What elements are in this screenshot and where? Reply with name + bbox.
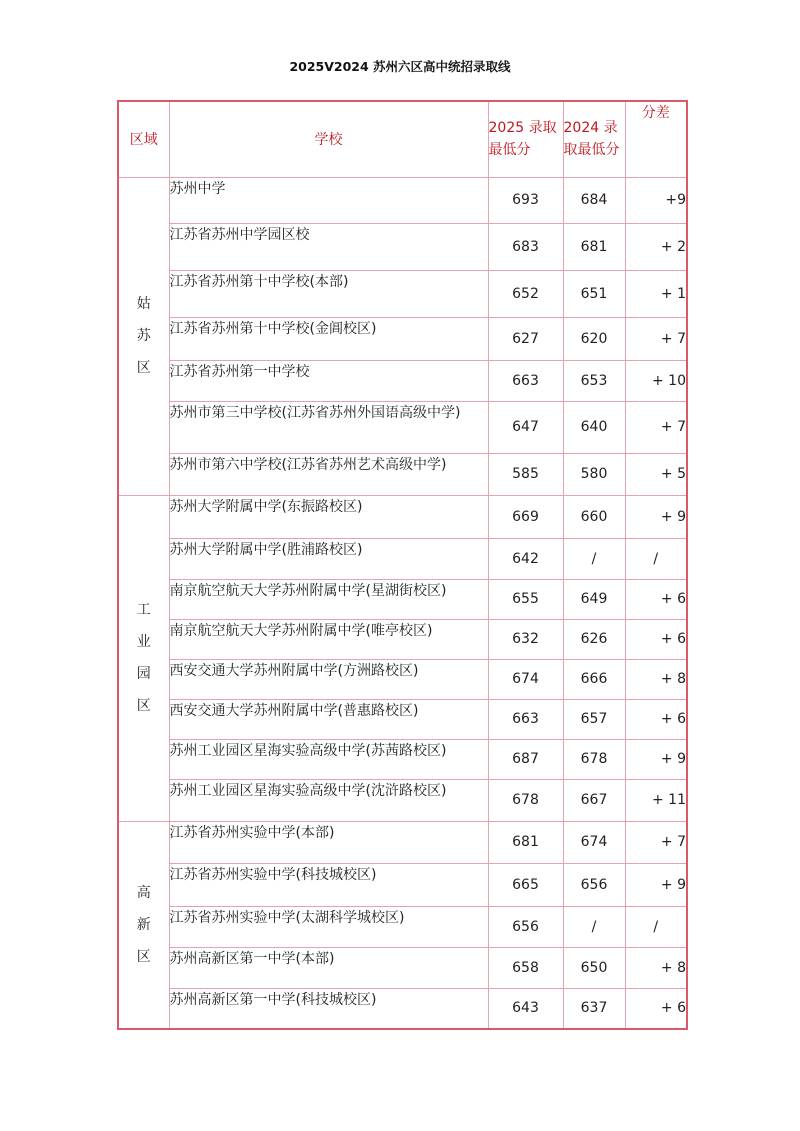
- header-school: 学校: [169, 101, 488, 177]
- table-row: [118, 177, 687, 223]
- score-2025: 674: [488, 659, 563, 699]
- region-cell: [118, 177, 169, 495]
- score-2024: 684: [563, 177, 625, 223]
- score-diff: /: [625, 538, 687, 579]
- score-2025: 663: [488, 699, 563, 739]
- score-2025: 585: [488, 453, 563, 495]
- score-2024: 656: [563, 863, 625, 906]
- region-cell: [118, 495, 169, 821]
- school-name: 苏州工业园区星海实验高级中学(苏茜路校区): [169, 739, 488, 779]
- score-2024: 651: [563, 270, 625, 317]
- school-name: 江苏省苏州实验中学(太湖科学城校区): [169, 906, 488, 947]
- score-diff: + 7: [625, 821, 687, 863]
- score-2024: 666: [563, 659, 625, 699]
- table-row: [118, 579, 687, 619]
- score-2025: 683: [488, 223, 563, 270]
- school-name: 苏州中学: [169, 177, 488, 223]
- table-row: [118, 988, 687, 1029]
- region-label: 姑苏区: [136, 296, 151, 376]
- score-2025: 627: [488, 317, 563, 360]
- score-2025: 693: [488, 177, 563, 223]
- score-2025: 647: [488, 401, 563, 453]
- score-diff: + 7: [625, 401, 687, 453]
- score-2025: 655: [488, 579, 563, 619]
- score-2025: 656: [488, 906, 563, 947]
- score-2024: 640: [563, 401, 625, 453]
- table-row: [118, 779, 687, 821]
- score-2024: 637: [563, 988, 625, 1029]
- school-name: 苏州大学附属中学(东振路校区): [169, 495, 488, 538]
- header-region: 区域: [118, 101, 169, 177]
- score-diff: /: [625, 906, 687, 947]
- school-name: 苏州工业园区星海实验高级中学(沈浒路校区): [169, 779, 488, 821]
- school-name: 江苏省苏州实验中学(科技城校区): [169, 863, 488, 906]
- header-row: [118, 101, 687, 177]
- score-2025: 658: [488, 947, 563, 988]
- table-row: [118, 863, 687, 906]
- header-diff: 分差: [625, 101, 687, 177]
- score-diff: + 11: [625, 779, 687, 821]
- score-2025: 665: [488, 863, 563, 906]
- table-row: [118, 223, 687, 270]
- score-2024: 678: [563, 739, 625, 779]
- table-row: [118, 699, 687, 739]
- score-2024: 650: [563, 947, 625, 988]
- table-row: [118, 401, 687, 453]
- document-title: 2025V2024 苏州六区高中统招录取线: [289, 59, 511, 74]
- school-name: 苏州高新区第一中学(本部): [169, 947, 488, 988]
- region-cell: [118, 821, 169, 1029]
- score-2024: 649: [563, 579, 625, 619]
- score-2024: 653: [563, 360, 625, 401]
- score-2025: 678: [488, 779, 563, 821]
- table-row: [118, 360, 687, 401]
- score-diff: + 9: [625, 863, 687, 906]
- score-diff: + 2: [625, 223, 687, 270]
- score-2025: 663: [488, 360, 563, 401]
- score-diff: + 10: [625, 360, 687, 401]
- school-name: 苏州大学附属中学(胜浦路校区): [169, 538, 488, 579]
- region-label: 工业园区: [136, 602, 151, 714]
- score-2025: 669: [488, 495, 563, 538]
- score-diff: + 8: [625, 947, 687, 988]
- score-diff: + 9: [625, 495, 687, 538]
- score-diff: + 5: [625, 453, 687, 495]
- score-2025: 687: [488, 739, 563, 779]
- table-row: [118, 821, 687, 863]
- table-row: [118, 659, 687, 699]
- admission-score-table: [117, 100, 688, 1030]
- score-2025: 681: [488, 821, 563, 863]
- score-diff: + 6: [625, 619, 687, 659]
- score-2025: 652: [488, 270, 563, 317]
- school-name: 南京航空航天大学苏州附属中学(唯亭校区): [169, 619, 488, 659]
- score-2024: 667: [563, 779, 625, 821]
- score-2024: 674: [563, 821, 625, 863]
- score-2025: 642: [488, 538, 563, 579]
- score-2024: /: [563, 538, 625, 579]
- table-row: [118, 739, 687, 779]
- school-name: 江苏省苏州第十中学校(金阊校区): [169, 317, 488, 360]
- score-diff: + 9: [625, 739, 687, 779]
- school-name: 江苏省苏州第一中学校: [169, 360, 488, 401]
- score-2024: 657: [563, 699, 625, 739]
- school-name: 江苏省苏州实验中学(本部): [169, 821, 488, 863]
- school-name: 西安交通大学苏州附属中学(普惠路校区): [169, 699, 488, 739]
- school-name: 苏州市第六中学校(江苏省苏州艺术高级中学): [169, 453, 488, 495]
- score-diff: + 1: [625, 270, 687, 317]
- region-label: 高新区: [136, 884, 151, 965]
- table-row: [118, 453, 687, 495]
- table-row: [118, 495, 687, 538]
- header-score-2024: 2024 录取最低分: [563, 101, 625, 177]
- school-name: 苏州市第三中学校(江苏省苏州外国语高级中学): [169, 401, 488, 453]
- school-name: 江苏省苏州第十中学校(本部): [169, 270, 488, 317]
- score-diff: + 8: [625, 659, 687, 699]
- school-name: 江苏省苏州中学园区校: [169, 223, 488, 270]
- table-row: [118, 619, 687, 659]
- table-row: [118, 538, 687, 579]
- score-diff: + 6: [625, 988, 687, 1029]
- table-row: [118, 947, 687, 988]
- score-2024: /: [563, 906, 625, 947]
- score-diff: +9: [625, 177, 687, 223]
- score-diff: + 6: [625, 699, 687, 739]
- header-score-2025: 2025 录取最低分: [488, 101, 563, 177]
- school-name: 南京航空航天大学苏州附属中学(星湖街校区): [169, 579, 488, 619]
- score-2024: 660: [563, 495, 625, 538]
- table-row: [118, 906, 687, 947]
- score-2024: 620: [563, 317, 625, 360]
- table-row: [118, 270, 687, 317]
- school-name: 西安交通大学苏州附属中学(方洲路校区): [169, 659, 488, 699]
- score-2025: 643: [488, 988, 563, 1029]
- score-2024: 580: [563, 453, 625, 495]
- score-diff: + 6: [625, 579, 687, 619]
- score-2025: 632: [488, 619, 563, 659]
- school-name: 苏州高新区第一中学(科技城校区): [169, 988, 488, 1029]
- score-2024: 681: [563, 223, 625, 270]
- score-2024: 626: [563, 619, 625, 659]
- score-diff: + 7: [625, 317, 687, 360]
- table-row: [118, 317, 687, 360]
